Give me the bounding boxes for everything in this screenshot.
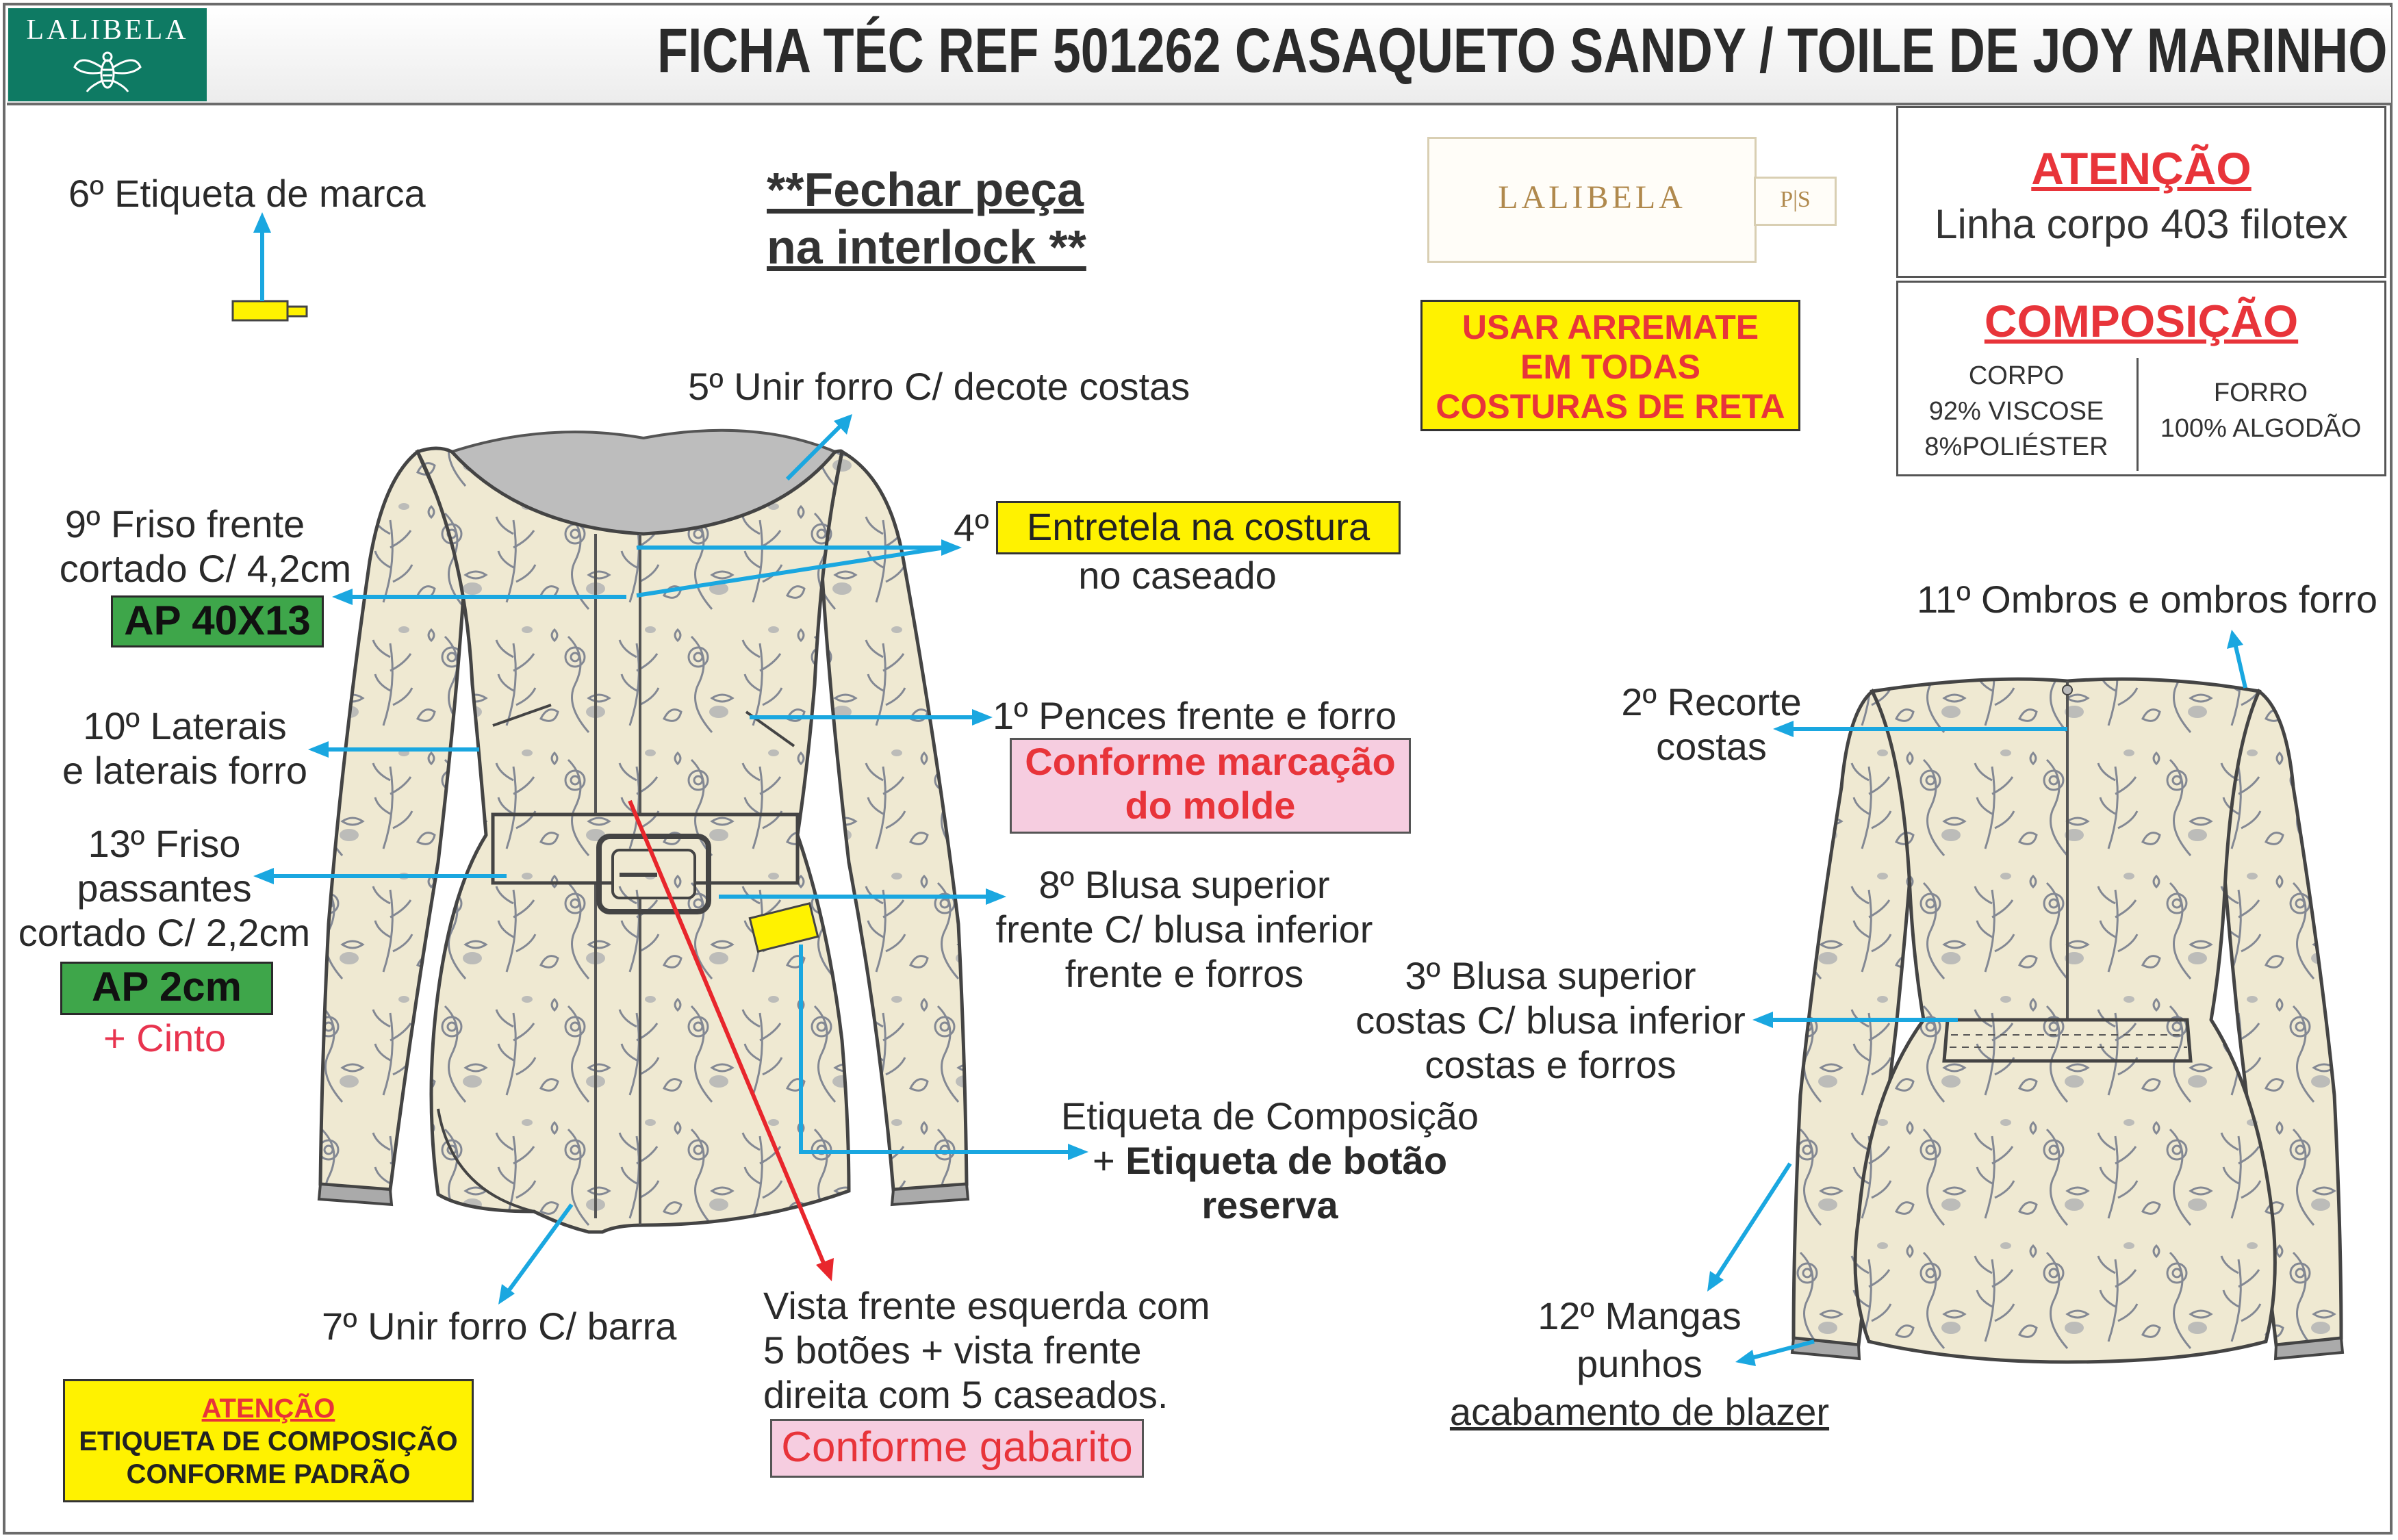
forro-title: FORRO [2213, 378, 2308, 407]
corpo-line1: 92% VISCOSE [1928, 397, 2104, 426]
step-8-line1: 8º Blusa superior [1038, 863, 1330, 906]
step-3-line2: costas C/ blusa inferior [1355, 999, 1746, 1042]
attention-text: Linha corpo 403 filotex [1935, 201, 2348, 247]
step-4-line2: no caseado [1078, 554, 1277, 597]
step-12-line3: acabamento de blazer [1449, 1390, 1830, 1433]
composition-corpo [1898, 358, 2134, 465]
composition-title: COMPOSIÇÃO [1984, 296, 2299, 346]
composition-divider [2136, 358, 2139, 471]
step-1-note-line1: Conforme marcação [1025, 740, 1396, 783]
vista-line1: Vista frente esquerda com [763, 1284, 1210, 1327]
step-5-label: 5º Unir forro C/ decote costas [688, 365, 1190, 408]
brand-label-text: LALIBELA [1498, 179, 1686, 216]
note-arremate-line2: EM TODAS [1520, 348, 1700, 386]
step-1-note-line2: do molde [1125, 784, 1296, 827]
composition-label-line3: reserva [1201, 1183, 1338, 1227]
step-6-label: 6º Etiqueta de marca [68, 172, 426, 215]
attention-box [1896, 106, 2386, 278]
step-9-line2: cortado C/ 4,2cm [59, 547, 352, 590]
step-13-line3: cortado C/ 2,2cm [18, 911, 311, 954]
composition-label-line2 [1041, 1138, 1499, 1183]
step-1-label: 1º Pences frente e forro [993, 694, 1397, 737]
note-fechar-line2: na interlock ** [767, 220, 1086, 274]
composition-label-bold: Etiqueta de botão [1125, 1139, 1448, 1182]
step-12-line2: punhos [1577, 1342, 1702, 1385]
step-4-prefix: 4º [954, 506, 989, 549]
page-title: FICHA TÉC REF 501262 CASAQUETO SANDY / TOILE DE JOY MARINHO [657, 16, 2388, 86]
size-label-mockup [1754, 177, 1837, 226]
step-10-line2: e laterais forro [62, 749, 307, 792]
note-arremate-line3: COSTURAS DE RETA [1436, 387, 1785, 426]
composition-forro [2139, 375, 2382, 446]
step-7-label: 7º Unir forro C/ barra [322, 1305, 677, 1348]
red-arrowhead [816, 1258, 834, 1281]
corpo-line2: 8%POLIÉSTER [1924, 433, 2108, 461]
step-8-line2: frente C/ blusa inferior [995, 908, 1373, 951]
vista-line3: direita com 5 caseados. [763, 1373, 1169, 1416]
note-arremate-line1: USAR ARREMATE [1462, 308, 1759, 346]
step-11-label: 11º Ombros e ombros forro [1917, 578, 2377, 621]
step-13-extra: + Cinto [103, 1016, 226, 1060]
step-3-line1: 3º Blusa superior [1405, 954, 1696, 997]
brand-label-mockup [1427, 137, 1757, 263]
brand-logo-text: LALIBELA [26, 14, 189, 46]
step-2-line2: costas [1656, 725, 1767, 768]
step-10-line1: 10º Laterais [83, 704, 287, 747]
step-9-line1: 9º Friso frente [64, 502, 305, 546]
composition-label-plus: + [1092, 1139, 1126, 1182]
step-13-line1: 13º Friso [88, 822, 241, 865]
corpo-title: CORPO [1968, 361, 2065, 390]
step-1-note [1010, 738, 1411, 834]
gabarito-note: Conforme gabarito [770, 1419, 1144, 1478]
step-2-line1: 2º Recorte [1621, 680, 1802, 723]
size-label-text: P|S [1780, 187, 1811, 212]
bottom-attention-note [63, 1379, 474, 1502]
bottom-attention-title: ATENÇÃO [201, 1394, 335, 1424]
composition-box [1896, 281, 2386, 476]
forro-line1: 100% ALGODÃO [2160, 414, 2362, 443]
composition-label-line1: Etiqueta de Composição [1060, 1094, 1479, 1138]
step-4-box: Entretela na costura [996, 501, 1401, 554]
note-fechar-line1: **Fechar peça [767, 163, 1084, 216]
note-arremate [1420, 300, 1800, 431]
attention-title: ATENÇÃO [2031, 143, 2252, 194]
vista-line2: 5 botões + vista frente [763, 1329, 1142, 1372]
brand-tag-small [233, 301, 307, 320]
step-3-line3: costas e forros [1425, 1043, 1676, 1086]
step-13-line2: passantes [77, 867, 252, 910]
step-8-line3: frente e forros [1064, 952, 1304, 995]
bottom-attention-line1: ETIQUETA DE COMPOSIÇÃO [79, 1426, 458, 1456]
step-9-ap-badge: AP 40X13 [111, 595, 324, 647]
step-12-line1: 12º Mangas [1538, 1294, 1742, 1337]
bottom-attention-line2: CONFORME PADRÃO [126, 1459, 411, 1489]
step-13-ap-badge: AP 2cm [60, 962, 273, 1015]
